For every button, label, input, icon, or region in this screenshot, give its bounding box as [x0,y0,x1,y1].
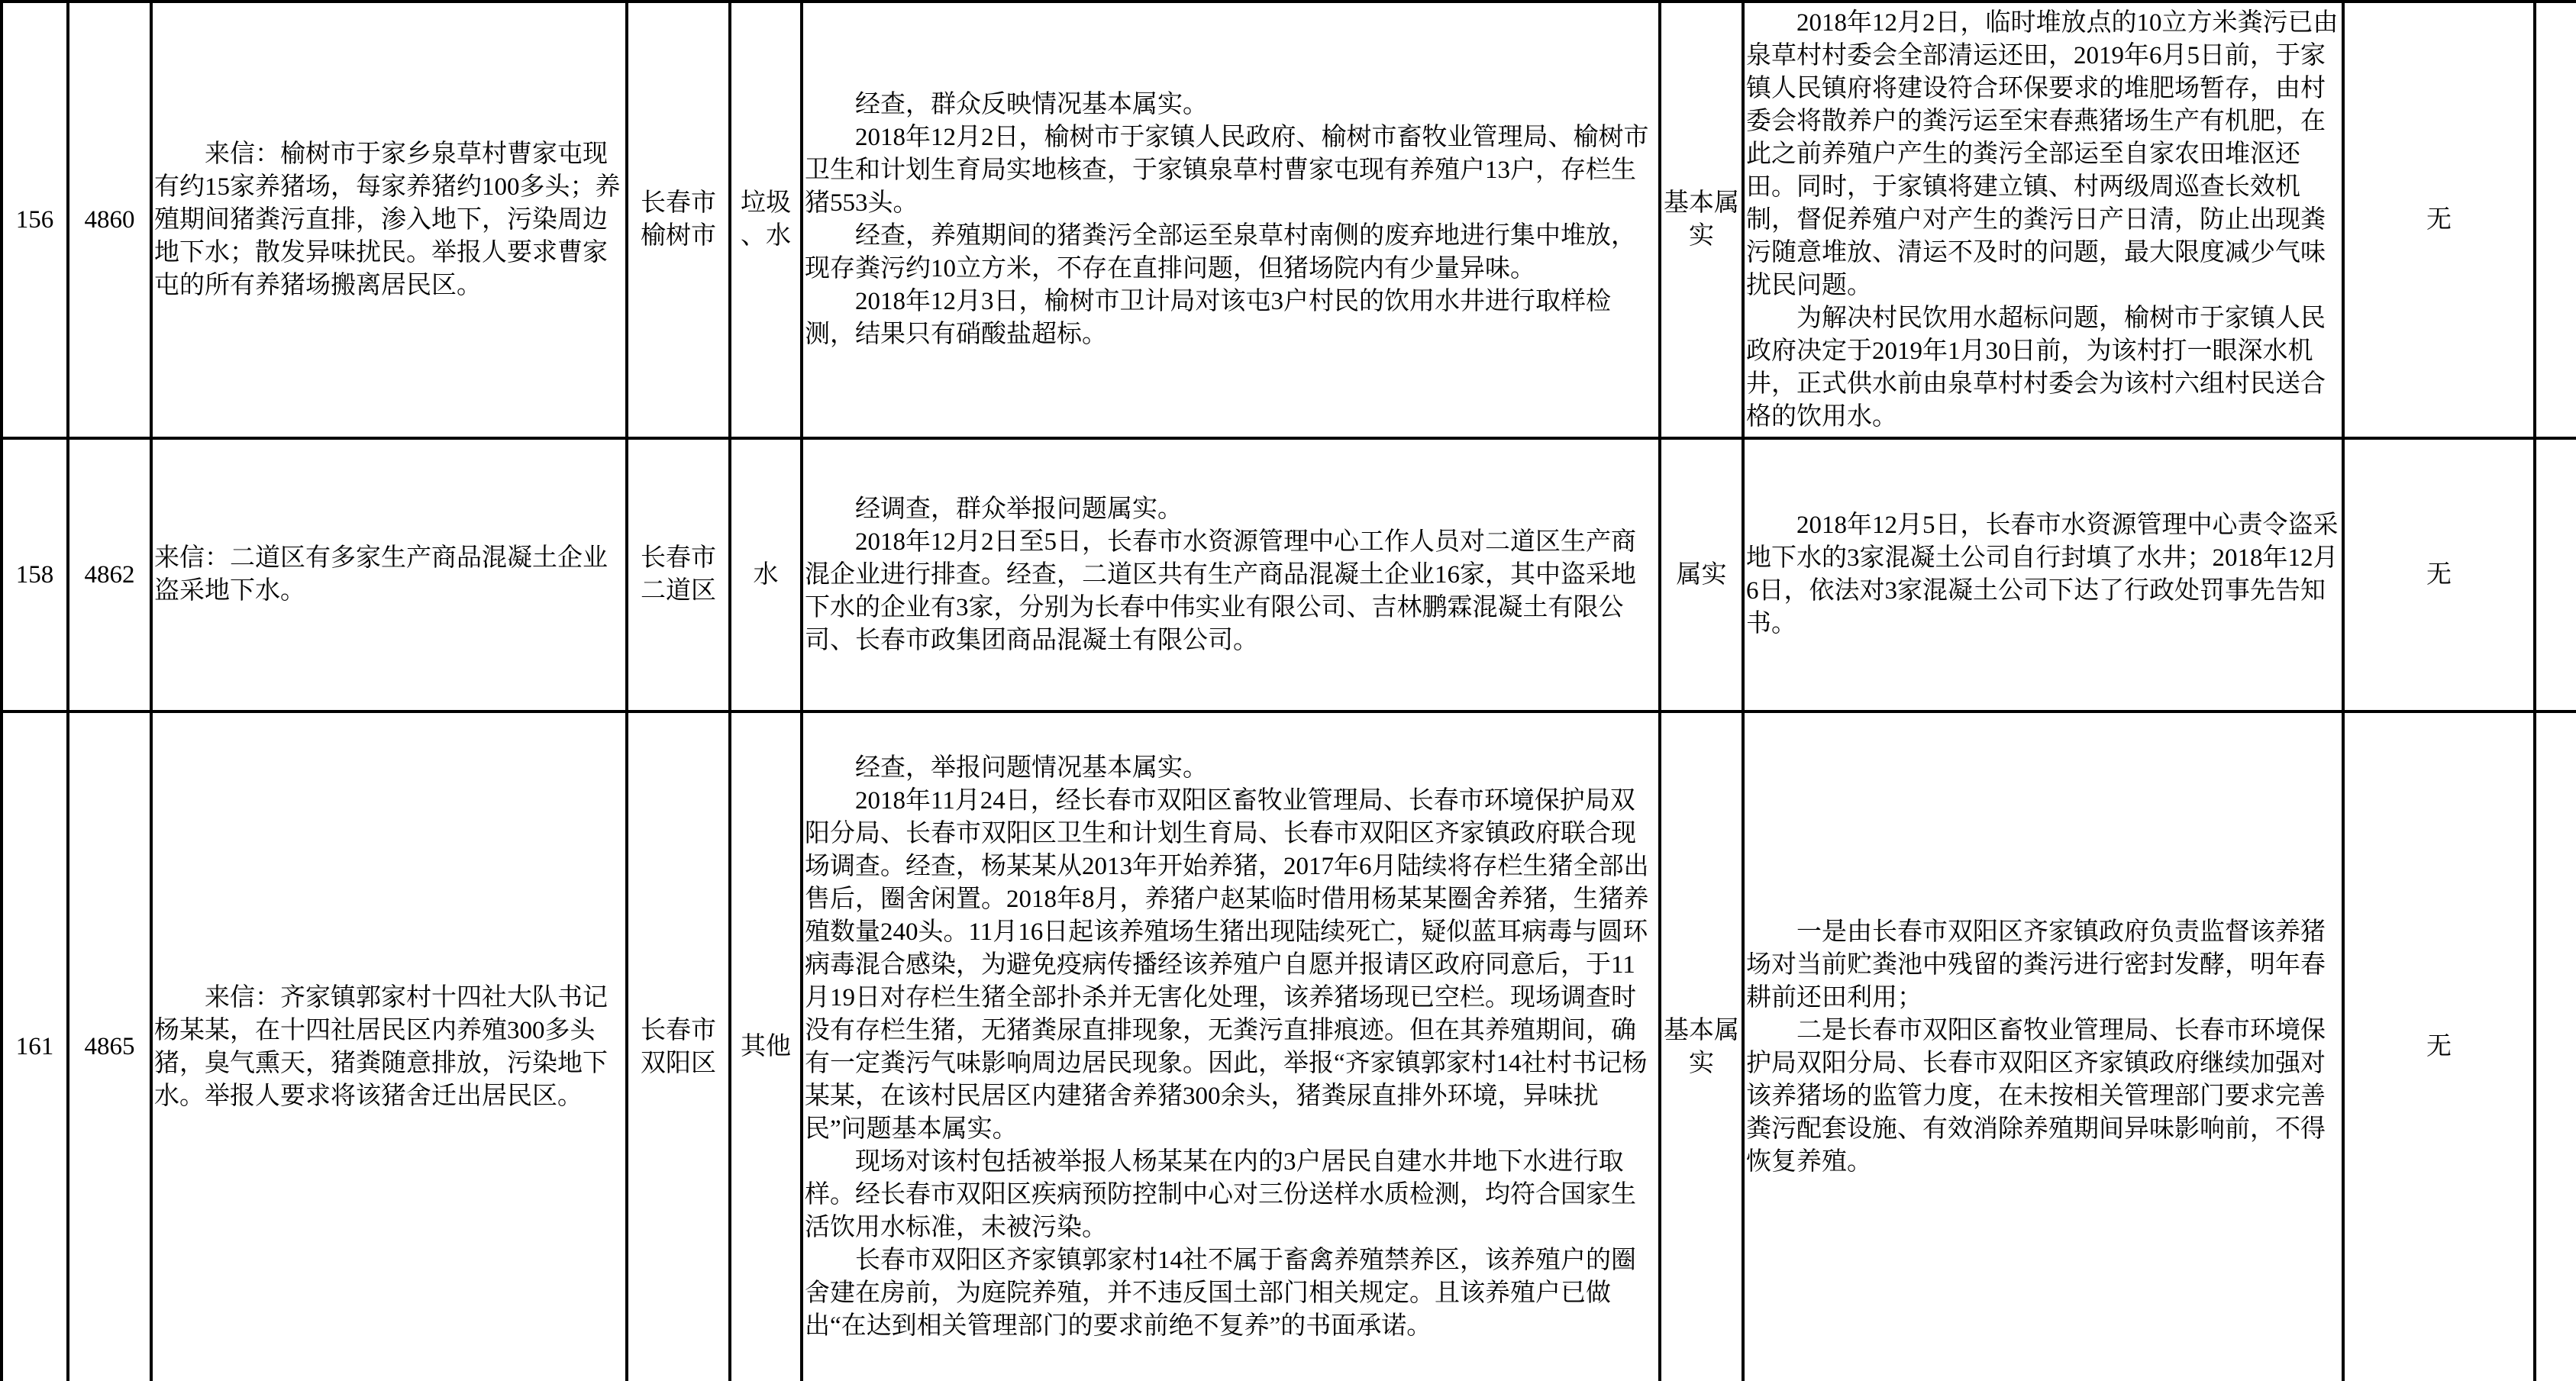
investigation-paragraph: 现场对该村包括被举报人杨某某在内的3户居民自建水井地下水进行取样。经长春市双阳区疾病预防控制中心对三份送样水质检测，均符合国家生活饮用水标准，未被污染。 [805,1147,1636,1241]
investigation-paragraph: 经调查，群众举报问题属实。 [855,495,1183,523]
investigation-paragraph: 长春市双阳区齐家镇郭家村14社不属于畜禽养殖禁养区，该养殖户的圈舍建在房前，为庭院养殖，并不违反国土部门相关规定。且该养殖户已做出“在达到相关管理部门的要求前绝不复养”的书面承诺。 [805,1246,1636,1340]
empty-cell [2535,711,2576,1381]
empty-cell [2535,2,2576,438]
row-number-cell: 158 [2,438,68,711]
case-id-cell: 4860 [68,2,151,438]
complaint-cell [151,438,627,711]
measures-paragraph: 2018年12月5日，长春市水资源管理中心责令盗采地下水的3家混凝土公司自行封填了水井；2018年12月6日，依法对3家混凝土公司下达了行政处罚事先告知书。 [1746,511,2339,637]
case-id-cell: 4862 [68,438,151,711]
measures-paragraph: 为解决村民饮用水超标问题，榆树市于家镇人民政府决定于2019年1月30日前，为该村打一眼深水机井，正式供水前由泉草村村委会为该村六组村民送合格的饮用水。 [1746,304,2326,431]
empty-cell [2535,438,2576,711]
table-row [2,2,2576,438]
verified-status-cell: 基本属实 [1660,2,1743,438]
complaint-text: 来信：二道区有多家生产商品混凝土企业盗采地下水。 [154,544,608,605]
accountability-cell: 无 [2343,2,2535,438]
complaint-cell [151,2,627,438]
verified-status-cell: 基本属实 [1660,711,1743,1381]
case-id-cell: 4865 [68,711,151,1381]
verified-status-cell: 属实 [1660,438,1743,711]
investigation-cell [802,711,1660,1381]
row-number-cell: 156 [2,2,68,438]
investigation-paragraph: 经查，举报问题情况基本属实。 [855,753,1208,782]
measures-cell [1743,438,2343,711]
complaint-cell [151,711,627,1381]
pollution-type-cell: 其他 [730,711,802,1381]
measures-cell [1743,711,2343,1381]
row-number-cell: 161 [2,711,68,1381]
investigation-paragraph: 2018年12月2日，榆树市于家镇人民政府、榆树市畜牧业管理局、榆树市卫生和计划生育局实地核查，于家镇泉草村曹家屯现有养殖户13户，存栏生猪553头。 [805,124,1649,217]
region-cell: 长春市榆树市 [627,2,730,438]
measures-paragraph: 一是由长春市双阳区齐家镇政府负责监督该养猪场对当前贮粪池中残留的粪污进行密封发酵，明年春耕前还田利用； [1746,918,2326,1012]
measures-cell [1743,2,2343,438]
accountability-cell: 无 [2343,711,2535,1381]
table-row [2,438,2576,711]
investigation-paragraph: 经查，养殖期间的猪粪污全部运至泉草村南侧的废弃地进行集中堆放，现存粪污约10立方米，不存在直排问题，但猪场院内有少量异味。 [805,222,1636,282]
measures-paragraph: 二是长春市双阳区畜牧业管理局、长春市环境保护局双阳分局、长春市双阳区齐家镇政府继续加强对该养猪场的监管力度，在未按相关管理部门要求完善粪污配套设施、有效消除养殖期间异味影响前，不得恢复养殖。 [1746,1016,2326,1176]
pollution-type-cell: 垃圾、水 [730,2,802,438]
table-row [2,711,2576,1381]
accountability-cell: 无 [2343,438,2535,711]
investigation-paragraph: 2018年12月2日至5日，长春市水资源管理中心工作人员对二道区生产商混企业进行排查。经查，二道区共有生产商品混凝土企业16家，其中盗采地下水的企业有3家，分别为长春中伟实业有限公司、吉林鹏霖混凝土有限公司、长春市政集团商品混凝土有限公司。 [805,528,1636,654]
investigation-paragraph: 2018年12月3日，榆树市卫计局对该屯3户村民的饮用水井进行取样检测，结果只有硝酸盐超标。 [805,288,1611,348]
region-cell: 长春市二道区 [627,438,730,711]
measures-paragraph: 2018年12月2日，临时堆放点的10立方米粪污已由泉草村村委会全部清运还田，2019年6月5日前，于家镇人民镇府将建设符合环保要求的堆肥场暂存，由村委会将散养户的粪污运至宋春燕猪场生产有机肥，在此之前养殖户产生的粪污全部运至自家农田堆沤还田。同时，于家镇将建立镇、村两级周巡查长效机制，督促养殖户对产生的粪污日产日清，防止出现粪污随意堆放、清运不及时的问题，最大限度减少气味扰民问题。 [1746,8,2339,299]
region-cell: 长春市双阳区 [627,711,730,1381]
investigation-paragraph: 经查，群众反映情况基本属实。 [855,91,1208,118]
investigation-cell [802,438,1660,711]
complaint-text: 来信：齐家镇郭家村十四社大队书记杨某某，在十四社居民区内养殖300多头猪，臭气熏天，猪粪随意排放，污染地下水。举报人要求将该猪舍迁出居民区。 [154,983,608,1110]
pollution-type-cell: 水 [730,438,802,711]
complaint-text: 来信：榆树市于家乡泉草村曹家屯现有约15家养猪场，每家养猪约100多头；养殖期间猪粪污直排，渗入地下，污染周边地下水；散发异味扰民。举报人要求曹家屯的所有养猪场搬离居民区。 [154,140,621,299]
investigation-paragraph: 2018年11月24日，经长春市双阳区畜牧业管理局、长春市环境保护局双阳分局、长春市双阳区卫生和计划生育局、长春市双阳区齐家镇政府联合现场调查。经查，杨某某从2013年开始养猪，2017年6月陆续将存栏生猪全部出售后，圈舍闲置。2018年8月，养猪户赵某临时借用杨某某圈舍养猪，生猪养殖数量240头。11月16日起该养殖场生猪出现陆续死亡，疑似蓝耳病毒与圆环病毒混合感染，为避免疫病传播经该养殖户自愿并报请区政府同意后，于11月19日对存栏生猪全部扑杀并无害化处理，该养猪场现已空栏。现场调查时没有存栏生猪，无猪粪尿直排现象，无粪污直排痕迹。但在其养殖期间，确有一定粪污气味影响周边居民现象。因此，举报“齐家镇郭家村14社村书记杨某某，在该村民居区内建猪舍养猪300余头，猪粪尿直排外环境，异味扰民”问题基本属实。 [805,786,1649,1143]
investigation-cell [802,2,1660,438]
